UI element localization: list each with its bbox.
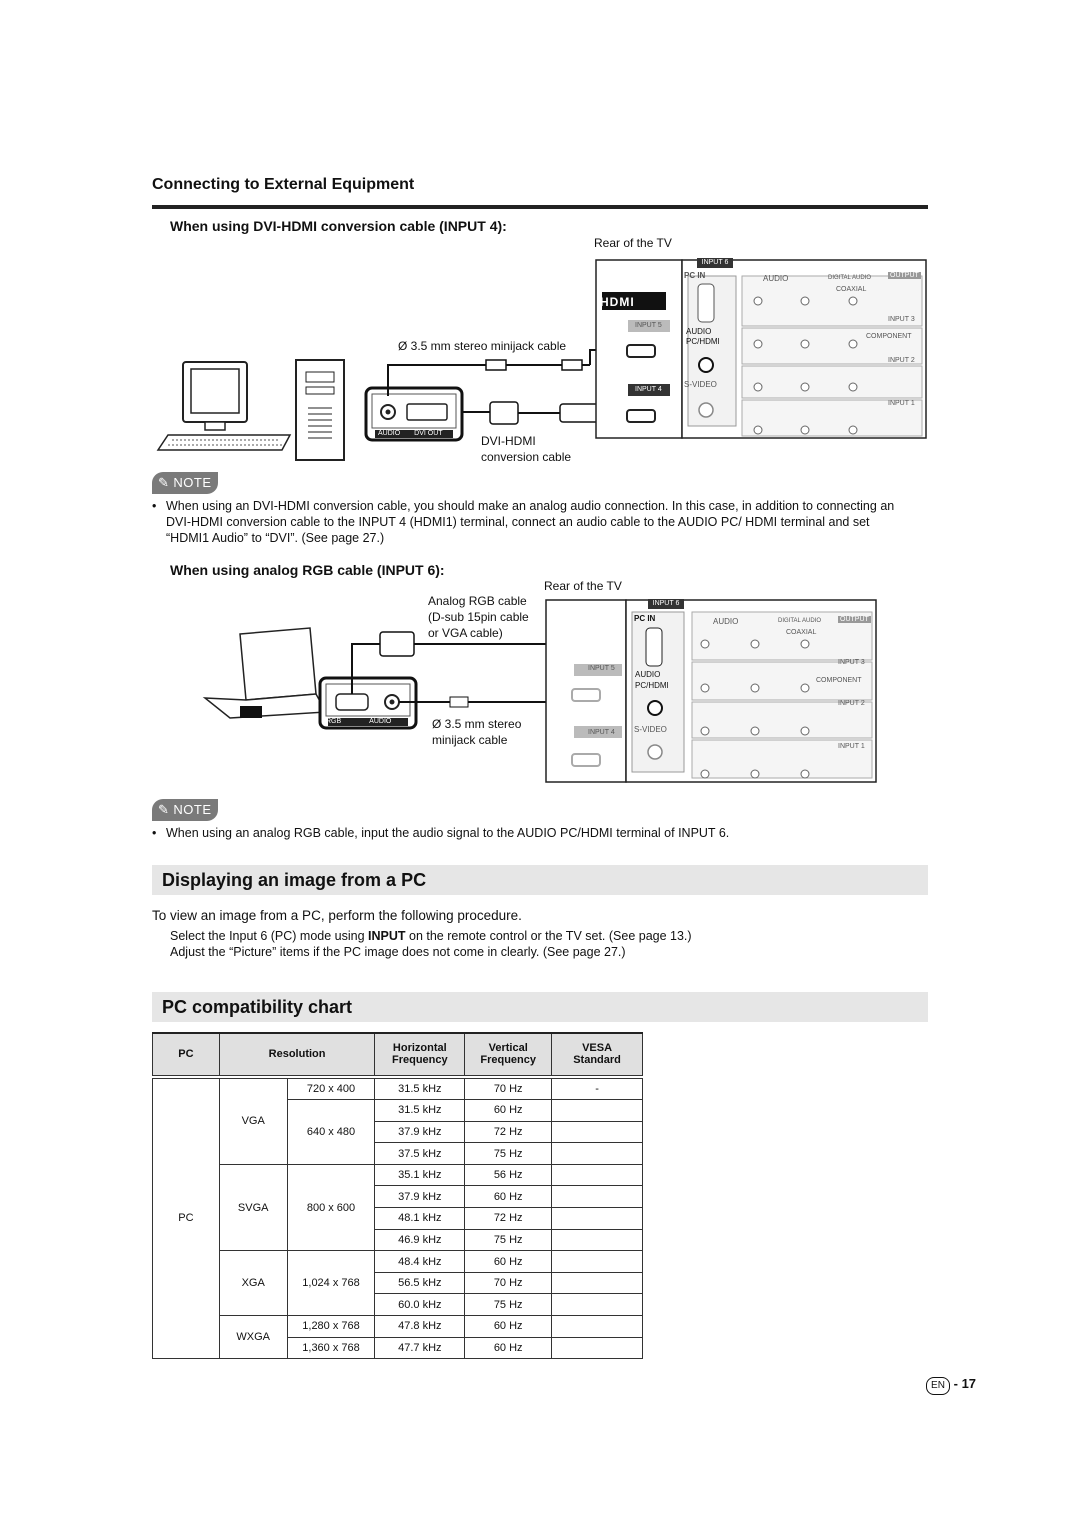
cell-vesa: - xyxy=(552,1078,643,1100)
cell-v: 60 Hz xyxy=(465,1251,552,1273)
dvi-cable-label-2: conversion cable xyxy=(481,450,572,464)
rgb-panel-digital: DIGITAL AUDIO xyxy=(778,618,822,624)
cell-vesa xyxy=(552,1143,643,1165)
page-number: EN - 17 xyxy=(926,1376,976,1395)
chart-section-title: PC compatibility chart xyxy=(162,997,353,1017)
cell-resolution: 640 x 480 xyxy=(287,1100,375,1165)
rgb-panel-audio: AUDIO xyxy=(635,670,661,679)
dvi-panel-digital: DIGITAL AUDIO xyxy=(828,275,872,281)
cell-v: 72 Hz xyxy=(465,1121,552,1143)
display-section-band xyxy=(152,865,928,895)
tv-hdmi-panel-rgb xyxy=(546,600,626,782)
cell-v: 75 Hz xyxy=(465,1143,552,1165)
pc-compatibility-table xyxy=(152,1032,643,1359)
rgb-panel-input3: INPUT 3 xyxy=(838,659,865,666)
rgb-cable-label-1: Analog RGB cable xyxy=(428,594,527,608)
cell-vesa xyxy=(552,1100,643,1122)
cell-vesa xyxy=(552,1164,643,1186)
cell-resolution: 1,360 x 768 xyxy=(287,1337,375,1359)
dvi-panel-input1: INPUT 1 xyxy=(888,400,915,407)
th-vesa: VESA Standard xyxy=(552,1033,643,1075)
table-row xyxy=(153,1164,643,1186)
rgb-panel-output: OUTPUT xyxy=(840,616,869,623)
rgb-panel-input2: INPUT 2 xyxy=(838,700,865,707)
cell-h: 48.4 kHz xyxy=(375,1251,465,1273)
cell-v: 60 Hz xyxy=(465,1337,552,1359)
dvi-rear-label: Rear of the TV xyxy=(594,236,672,250)
display-step-1: Select the Input 6 (PC) mode using INPUT on the remote control or the TV set. (See page 13.) xyxy=(170,929,692,943)
table-row xyxy=(153,1316,643,1338)
rgb-panel-svideo: S-VIDEO xyxy=(634,725,667,734)
note-badge-1: ✎ NOTE xyxy=(152,472,218,494)
cell-h: 47.7 kHz xyxy=(375,1337,465,1359)
section-divider xyxy=(152,205,928,209)
pc-tower-illustration xyxy=(296,360,344,460)
rgb-panel-component: COMPONENT xyxy=(816,677,862,684)
table-row xyxy=(153,1251,643,1273)
cell-v: 60 Hz xyxy=(465,1186,552,1208)
cell-v: 56 Hz xyxy=(465,1164,552,1186)
dvi-panel-output: OUTPUT xyxy=(890,272,919,279)
tv-rear-panel-rgb xyxy=(626,600,876,782)
dvi-panel-input5: INPUT 5 xyxy=(635,322,662,329)
rgb-panel-pchdmi: PC/HDMI xyxy=(635,681,669,690)
display-step-2: Adjust the “Picture” items if the PC image does not come in clearly. (See page 27.) xyxy=(170,945,626,959)
rgb-cable-label-2: (D-sub 15pin cable xyxy=(428,610,529,624)
tv-rear-panel xyxy=(682,260,926,438)
cell-vesa xyxy=(552,1294,643,1316)
cell-v: 72 Hz xyxy=(465,1208,552,1230)
rgb-minijack-label-1: Ø 3.5 mm stereo xyxy=(432,717,522,731)
dvi-panel-input4: INPUT 4 xyxy=(635,386,662,393)
dvi-panel-svideo: S-VIDEO xyxy=(684,380,717,389)
th-pc: PC xyxy=(153,1033,220,1075)
cell-vesa xyxy=(552,1251,643,1273)
cell-v: 75 Hz xyxy=(465,1229,552,1251)
cell-v: 60 Hz xyxy=(465,1316,552,1338)
rgb-panel-input6: INPUT 6 xyxy=(648,599,684,609)
dvi-panel-audio: AUDIO xyxy=(686,327,712,336)
dvi-connection-diagram xyxy=(150,250,930,470)
rgb-panel-coaxial: COAXIAL xyxy=(786,629,817,636)
cell-h: 35.1 kHz xyxy=(375,1164,465,1186)
cell-h: 31.5 kHz xyxy=(375,1100,465,1122)
cell-h: 37.9 kHz xyxy=(375,1121,465,1143)
cell-h: 37.5 kHz xyxy=(375,1143,465,1165)
table-row xyxy=(153,1078,643,1100)
cell-h: 47.8 kHz xyxy=(375,1316,465,1338)
cell-vesa xyxy=(552,1208,643,1230)
dvi-panel-coaxial: COAXIAL xyxy=(836,286,867,293)
cell-group-xga: XGA xyxy=(219,1251,287,1316)
rgb-panel-input1: INPUT 1 xyxy=(838,743,865,750)
rgb-panel-audio-top: AUDIO xyxy=(713,617,739,626)
pencil-icon: ✎ xyxy=(158,802,170,817)
cell-vesa xyxy=(552,1121,643,1143)
section-title: Connecting to External Equipment xyxy=(152,176,415,193)
cell-v: 60 Hz xyxy=(465,1100,552,1122)
tv-hdmi-panel xyxy=(596,260,682,438)
language-badge: EN xyxy=(926,1377,950,1395)
cell-h: 37.9 kHz xyxy=(375,1186,465,1208)
laptop-illustration xyxy=(205,628,326,718)
th-resolution: Resolution xyxy=(219,1033,375,1075)
hdmi-logo: HDMI xyxy=(600,295,635,309)
dvi-panel-pchdmi: PC/HDMI xyxy=(686,337,720,346)
rgb-minijack-label-2: minijack cable xyxy=(432,733,508,747)
cell-resolution: 720 x 400 xyxy=(287,1078,375,1100)
chart-section-band xyxy=(152,992,928,1022)
cell-h: 56.5 kHz xyxy=(375,1272,465,1294)
cell-h: 31.5 kHz xyxy=(375,1078,465,1100)
cell-h: 48.1 kHz xyxy=(375,1208,465,1230)
cell-resolution: 800 x 600 xyxy=(287,1164,375,1250)
monitor-illustration xyxy=(183,362,247,430)
display-intro: To view an image from a PC, perform the following procedure. xyxy=(152,908,522,923)
cell-pc: PC xyxy=(153,1078,220,1359)
cell-group-svga: SVGA xyxy=(219,1164,287,1250)
cell-group-wxga: WXGA xyxy=(219,1316,287,1359)
rgb-cable-label-3: or VGA cable) xyxy=(428,626,503,640)
dvi-minijack-label: Ø 3.5 mm stereo minijack cable xyxy=(398,339,567,353)
dvi-cable-label-1: DVI-HDMI xyxy=(481,434,536,448)
cell-vesa xyxy=(552,1337,643,1359)
th-horizontal: Horizontal Frequency xyxy=(375,1033,465,1075)
dvi-panel-pc-in: PC IN xyxy=(684,271,706,280)
dvi-heading: When using DVI-HDMI conversion cable (INPUT 4): xyxy=(170,218,507,234)
dvi-pc-port-labels: AUDIO DVI OUT xyxy=(378,430,443,437)
cell-v: 75 Hz xyxy=(465,1294,552,1316)
dvi-panel-audio-top: AUDIO xyxy=(763,274,789,283)
th-vertical: Vertical Frequency xyxy=(465,1033,552,1075)
note-2: • When using an analog RGB cable, input the audio signal to the AUDIO PC/HDMI terminal of INPUT 6. xyxy=(152,826,730,840)
cell-v: 70 Hz xyxy=(465,1272,552,1294)
cell-vesa xyxy=(552,1316,643,1338)
rgb-heading: When using analog RGB cable (INPUT 6): xyxy=(170,562,445,578)
cell-vesa xyxy=(552,1186,643,1208)
note-badge-2: ✎ NOTE xyxy=(152,799,218,821)
dvi-panel-input2: INPUT 2 xyxy=(888,357,915,364)
cell-h: 46.9 kHz xyxy=(375,1229,465,1251)
cell-group-vga: VGA xyxy=(219,1078,287,1164)
rgb-rear-label: Rear of the TV xyxy=(544,579,622,593)
rgb-panel-input5: INPUT 5 xyxy=(588,665,615,672)
cell-vesa xyxy=(552,1272,643,1294)
note-1: • When using an DVI-HDMI conversion cable, you should make an analog audio connection. In this case, in addition to connecting an DVI-HDMI conversion cable to the INPUT 4 (HDMI1) terminal, connect an audio cable to the AUDIO PC/ HDMI terminal and set “HDMI1 Audio” to “DVI”. (See page 27.) xyxy=(152,499,895,545)
cell-vesa xyxy=(552,1229,643,1251)
rgb-panel-input4: INPUT 4 xyxy=(588,729,615,736)
cell-v: 70 Hz xyxy=(465,1078,552,1100)
cell-resolution: 1,280 x 768 xyxy=(287,1316,375,1338)
rgb-panel-pc-in: PC IN xyxy=(634,614,656,623)
cell-h: 60.0 kHz xyxy=(375,1294,465,1316)
keyboard-illustration xyxy=(158,435,290,450)
pencil-icon: ✎ xyxy=(158,475,170,490)
display-section-title: Displaying an image from a PC xyxy=(162,870,427,890)
dvi-panel-component: COMPONENT xyxy=(866,333,912,340)
dvi-panel-input3: INPUT 3 xyxy=(888,316,915,323)
dvi-panel-input6: INPUT 6 xyxy=(697,258,733,268)
rgb-pc-port-labels: RGB AUDIO xyxy=(326,718,392,725)
cell-resolution: 1,024 x 768 xyxy=(287,1251,375,1316)
